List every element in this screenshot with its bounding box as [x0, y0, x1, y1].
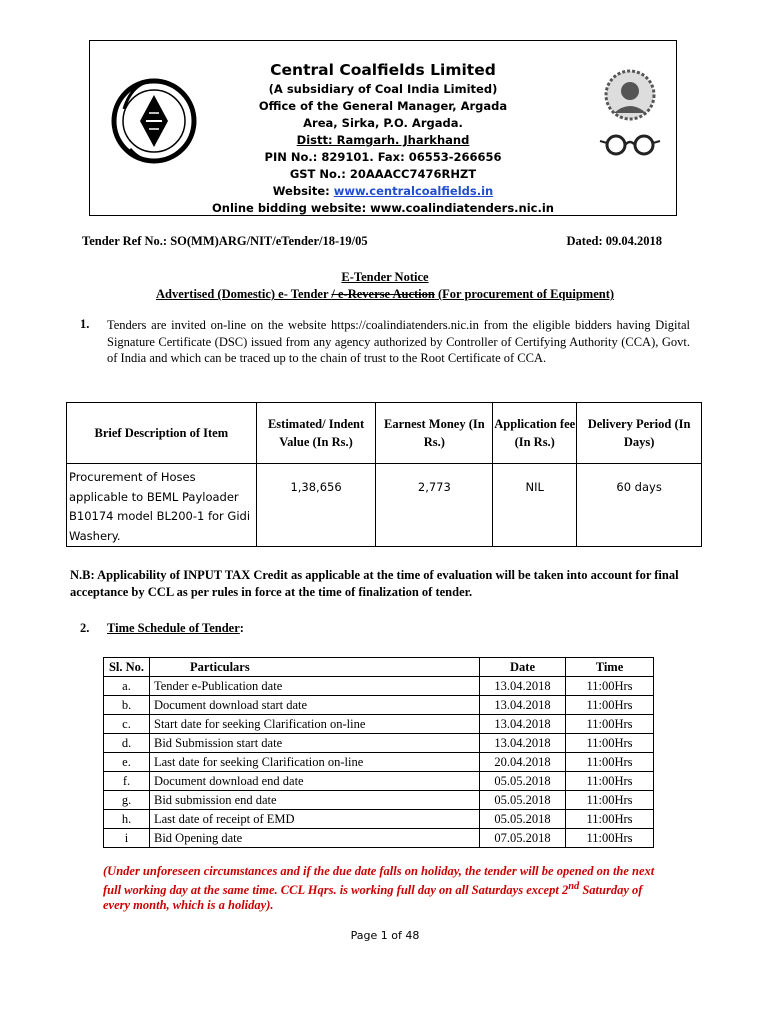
schedule-time: 11:00Hrs — [566, 734, 654, 753]
schedule-time: 11:00Hrs — [566, 810, 654, 829]
area-line: Area, Sirka, P.O. Argada. — [303, 116, 463, 130]
schedule-date: 07.05.2018 — [480, 829, 566, 848]
website-link[interactable]: www.centralcoalfields.in — [333, 184, 494, 198]
header-delivery-period: Delivery Period (In Days) — [577, 403, 702, 464]
schedule-time: 11:00Hrs — [566, 696, 654, 715]
notice-sub-part2: (For procurement of Equipment) — [434, 287, 615, 301]
header-estimated-value: Estimated/ Indent Value (In Rs.) — [256, 403, 376, 464]
schedule-sl-no: f. — [104, 772, 150, 791]
office-line: Office of the General Manager, Argada — [258, 99, 508, 113]
schedule-sl-no: e. — [104, 753, 150, 772]
website-line — [90, 183, 676, 200]
schedule-sl-no: a. — [104, 677, 150, 696]
item-application-fee: NIL — [493, 464, 577, 547]
footnote-sup: nd — [568, 881, 580, 892]
schedule-row — [104, 734, 654, 753]
header-description: Brief Description of Item — [67, 403, 257, 464]
notice-subtitle — [0, 287, 770, 302]
tender-ref-no: Tender Ref No.: SO(MM)ARG/NIT/eTender/18-19/05 — [82, 234, 368, 248]
schedule-row — [104, 677, 654, 696]
schedule-date: 13.04.2018 — [480, 677, 566, 696]
schedule-table — [103, 657, 654, 848]
schedule-sl-no: c. — [104, 715, 150, 734]
letterhead-box — [89, 40, 677, 216]
footnote-part1: (Under unforeseen circumstances and if the due date falls on holiday, the tender will be opened on the next full working day at the same time. CCL Hqrs. is working full day on all Saturdays except 2 — [103, 864, 655, 898]
reference-line — [82, 234, 662, 249]
schedule-row — [104, 772, 654, 791]
letterhead-text — [90, 59, 676, 217]
section-1-number: 1. — [80, 317, 90, 331]
section-2-title — [107, 621, 244, 636]
website-label: Website: — [272, 184, 334, 198]
schedule-particular: Last date of receipt of EMD — [150, 810, 480, 829]
subsidiary-line: (A subsidiary of Coal India Limited) — [268, 82, 498, 96]
schedule-date: 13.04.2018 — [480, 734, 566, 753]
schedule-sl-no: d. — [104, 734, 150, 753]
schedule-sl-no: h. — [104, 810, 150, 829]
section-2-colon: : — [239, 621, 244, 635]
header-sl-no: Sl. No. — [104, 658, 150, 677]
district-line: Distt: Ramgarh. Jharkhand — [296, 133, 470, 147]
schedule-header — [104, 658, 654, 677]
header-date: Date — [480, 658, 566, 677]
schedule-time: 11:00Hrs — [566, 677, 654, 696]
pin-fax-line: PIN No.: 829101. Fax: 06553-266656 — [264, 150, 502, 164]
schedule-particular: Bid Opening date — [150, 829, 480, 848]
tender-date: Dated: 09.04.2018 — [566, 234, 662, 248]
schedule-row — [104, 791, 654, 810]
footnote-part2: Saturday of every month, which is a holiday). — [103, 883, 643, 913]
item-table — [66, 402, 702, 547]
schedule-row — [104, 715, 654, 734]
schedule-particular: Bid Submission start date — [150, 734, 480, 753]
schedule-sl-no: i — [104, 829, 150, 848]
schedule-row — [104, 696, 654, 715]
notice-sub-struck: / e-Reverse Auction — [331, 287, 435, 301]
bidding-site-line: Online bidding website: www.coalindiatenders.nic.in — [211, 201, 554, 215]
header-earnest-money: Earnest Money (In Rs.) — [376, 403, 493, 464]
notice-title: E-Tender Notice — [341, 270, 429, 284]
header-application-fee: Application fee (In Rs.) — [493, 403, 577, 464]
schedule-particular: Document download start date — [150, 696, 480, 715]
header-particulars: Particulars — [150, 658, 480, 677]
schedule-date: 20.04.2018 — [480, 753, 566, 772]
holiday-footnote — [103, 864, 663, 913]
item-earnest-money: 2,773 — [376, 464, 493, 547]
schedule-row — [104, 829, 654, 848]
page-number: Page 1 of 48 — [350, 929, 420, 942]
schedule-particular: Tender e-Publication date — [150, 677, 480, 696]
item-description: Procurement of Hoses applicable to BEML Payloader B10174 model BL200-1 for Gidi Washery. — [67, 464, 257, 547]
schedule-date: 05.05.2018 — [480, 772, 566, 791]
schedule-time: 11:00Hrs — [566, 715, 654, 734]
item-estimated-value: 1,38,656 — [256, 464, 376, 547]
item-table-header — [67, 403, 702, 464]
schedule-time: 11:00Hrs — [566, 829, 654, 848]
schedule-particular: Document download end date — [150, 772, 480, 791]
gst-line: GST No.: 20AAACC7476RHZT — [289, 167, 477, 181]
schedule-row — [104, 810, 654, 829]
schedule-body — [104, 658, 654, 848]
section-2-title-text: Time Schedule of Tender — [107, 621, 240, 635]
schedule-date: 13.04.2018 — [480, 696, 566, 715]
company-name: Central Coalfields Limited — [270, 61, 496, 79]
item-table-row — [67, 464, 702, 547]
schedule-time: 11:00Hrs — [566, 791, 654, 810]
schedule-row — [104, 753, 654, 772]
schedule-particular: Start date for seeking Clarification on-line — [150, 715, 480, 734]
nb-note: N.B: Applicability of INPUT TAX Credit as applicable at the time of evaluation will be taken into account for final acceptance by CCL as per rules in force at the time of finalization of tender. — [70, 568, 679, 599]
header-time: Time — [566, 658, 654, 677]
schedule-time: 11:00Hrs — [566, 772, 654, 791]
schedule-sl-no: b. — [104, 696, 150, 715]
schedule-particular: Last date for seeking Clarification on-line — [150, 753, 480, 772]
schedule-date: 13.04.2018 — [480, 715, 566, 734]
schedule-date: 05.05.2018 — [480, 791, 566, 810]
schedule-date: 05.05.2018 — [480, 810, 566, 829]
item-delivery-period: 60 days — [577, 464, 702, 547]
schedule-time: 11:00Hrs — [566, 753, 654, 772]
section-1-text: Tenders are invited on-line on the website https://coalindiatenders.nic.in from the eligible bidders having Digital Signature Certificate (DSC) issued from any agency authorized by Controller of Certifying Authority (CCA), Govt. of India and which can be traced up to the chain of trust to the Root Certificate of CCA. — [107, 318, 690, 365]
section-2-number: 2. — [80, 621, 90, 635]
notice-sub-part1: Advertised (Domestic) e- Tender — [155, 287, 332, 301]
schedule-particular: Bid submission end date — [150, 791, 480, 810]
schedule-sl-no: g. — [104, 791, 150, 810]
